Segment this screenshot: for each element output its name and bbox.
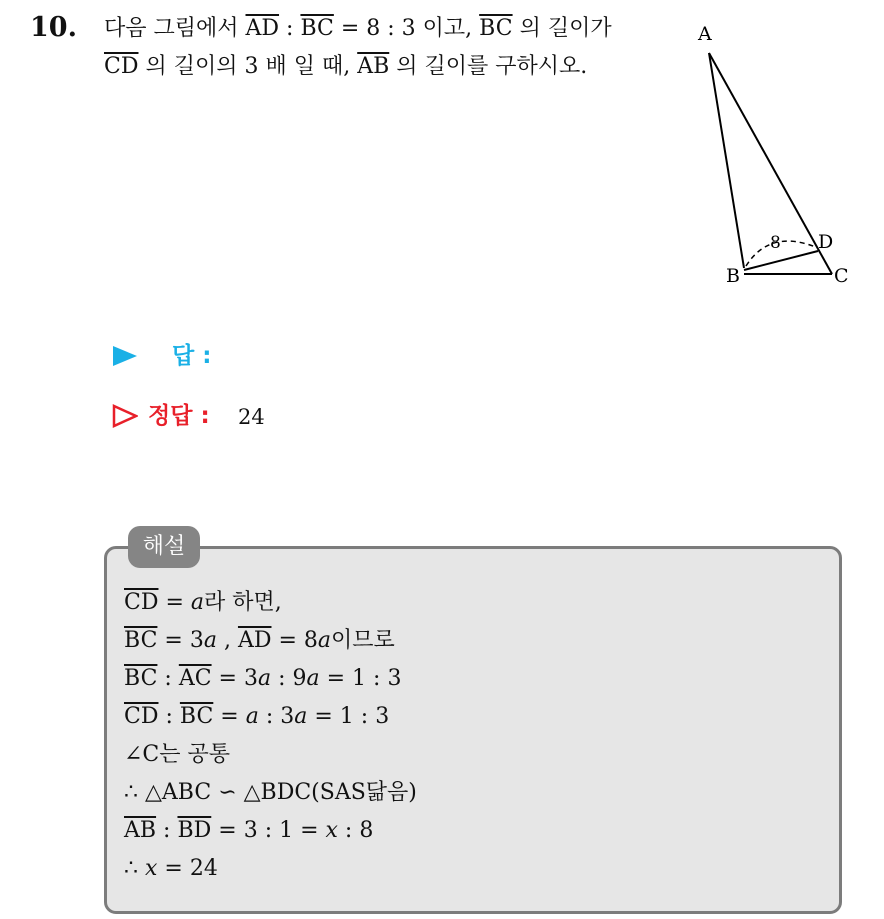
vertex-label-d: D [818,231,834,253]
explanation-line-5: ∠C는 공통 [124,742,231,767]
segment-ad: $\overline{AD}$ [245,16,280,41]
segment-bc: $\overline{BC}$ [300,16,334,41]
vertex-label-c: C [834,265,849,287]
explanation-line-3: $\overline{BC}$ : $\overline{AC} = 3a$ : 9a = 1 : 3 [124,666,402,691]
triangle-figure [690,20,860,292]
explanation-line-2: $\overline{BC} = 3a$ , $\overline{AD} = 8a$이므로 [124,628,395,653]
vertex-label-b: B [726,265,740,287]
explanation-line-6: ∴ △ABC ∽ △BDC(SAS닮음) [124,780,417,805]
correct-answer-value: 24 [238,405,265,429]
correct-answer-label: 정답 : [148,403,210,429]
answer-label: 답 : [172,343,212,369]
vertex-label-a: A [698,23,712,45]
question-text-line-2: $\overline{CD}$ 의 길이의 3 배 일 때, $\overline{AB}$ 의 길이를 구하시오. [104,54,588,79]
segment-cd: $\overline{CD}$ [104,54,139,79]
length-label-bd: 8 [770,233,781,253]
segment-ab: $\overline{AB}$ [357,54,390,79]
outline-triangle-icon [112,404,138,428]
explanation-line-1: $\overline{CD} = a$라 하면, [124,590,282,615]
edge-bd [744,251,818,270]
segment-bc: $\overline{BC}$ [479,16,513,41]
question-number: 10. [30,12,77,43]
explanation-content [124,584,417,888]
explanation-tab: 해설 [128,526,200,568]
explanation-line-8: ∴ x = 24 [124,856,218,881]
question-text-line-1: 다음 그림에서 $\overline{AD}$ : $\overline{BC} = 8$ : 3 이고, $\overline{BC}$ 의 길이가 [104,16,612,41]
filled-triangle-icon [112,345,138,367]
explanation-line-4: $\overline{CD}$ : $\overline{BC} = a$ : 3a = 1 : 3 [124,704,390,729]
explanation-line-7: $\overline{AB}$ : $\overline{BD} = 3$ : 1 = x : 8 [124,818,374,843]
